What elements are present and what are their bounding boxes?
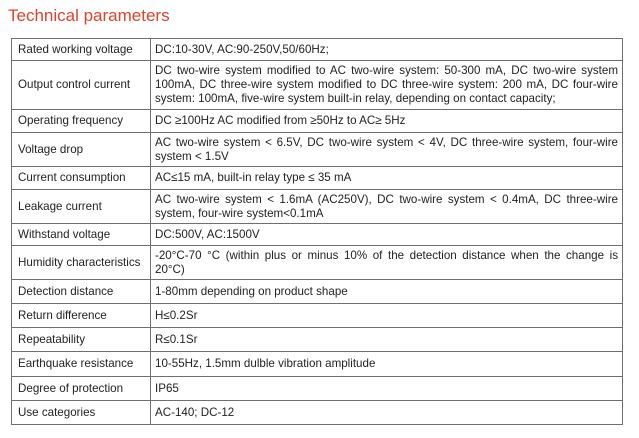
- parameter-value: DC ≥100Hz AC modified from ≥50Hz to AC≥ 5Hz: [151, 110, 623, 133]
- parameter-label: Output control current: [12, 61, 151, 110]
- parameter-value: AC-140; DC-12: [151, 401, 623, 425]
- parameter-value: AC two-wire system < 6.5V, DC two-wire system < 4V, DC three-wire system, four-wire system < 1.5V: [151, 133, 623, 167]
- parameter-value: 1-80mm depending on product shape: [151, 280, 623, 304]
- table-row: [12, 280, 623, 304]
- parameter-value: -20°C-70 °C (within plus or minus 10% of the detection distance when the change is 20°C): [151, 246, 623, 280]
- table-row: [12, 39, 623, 61]
- parameter-value: DC:10-30V, AC:90-250V,50/60Hz;: [151, 39, 623, 61]
- parameter-value: DC two-wire system modified to AC two-wire system: 50-300 mA, DC two-wire system 100mA, DC three-wire system modified to DC three-wire system: 200 mA, DC four-wire system: 100mA, five-wire system built-in relay, depending on contact capacity;: [151, 61, 623, 110]
- technical-parameters-table: [11, 38, 623, 425]
- parameter-label: Withstand voltage: [12, 224, 151, 246]
- table-row: [12, 110, 623, 133]
- table-row: [12, 352, 623, 377]
- parameter-label: Current consumption: [12, 167, 151, 190]
- table-row: [12, 401, 623, 425]
- parameter-label: Use categories: [12, 401, 151, 425]
- parameter-label: Leakage current: [12, 190, 151, 224]
- parameter-value: AC≤15 mA, built-in relay type ≤ 35 mA: [151, 167, 623, 190]
- parameter-label: Humidity characteristics: [12, 246, 151, 280]
- table-row: [12, 377, 623, 401]
- table-row: [12, 190, 623, 224]
- table-row: [12, 246, 623, 280]
- table-row: [12, 133, 623, 167]
- parameter-label: Earthquake resistance: [12, 352, 151, 377]
- parameter-value: 10-55Hz, 1.5mm dulble vibration amplitude: [151, 352, 623, 377]
- parameter-value: DC:500V, AC:1500V: [151, 224, 623, 246]
- table-row: [12, 61, 623, 110]
- table-row: [12, 328, 623, 352]
- parameter-label: Operating frequency: [12, 110, 151, 133]
- parameter-label: Return difference: [12, 304, 151, 328]
- parameter-value: IP65: [151, 377, 623, 401]
- parameter-value: R≤0.1Sr: [151, 328, 623, 352]
- parameter-label: Voltage drop: [12, 133, 151, 167]
- parameter-label: Repeatability: [12, 328, 151, 352]
- page-title: Technical parameters: [8, 6, 170, 25]
- table-row: [12, 167, 623, 190]
- parameter-label: Detection distance: [12, 280, 151, 304]
- parameter-value: AC two-wire system < 1.6mA (AC250V), DC two-wire system < 0.4mA, DC three-wire system, four-wire system<0.1mA: [151, 190, 623, 224]
- table-row: [12, 304, 623, 328]
- parameter-value: H≤0.2Sr: [151, 304, 623, 328]
- parameter-label: Degree of protection: [12, 377, 151, 401]
- table-row: [12, 224, 623, 246]
- parameter-label: Rated working voltage: [12, 39, 151, 61]
